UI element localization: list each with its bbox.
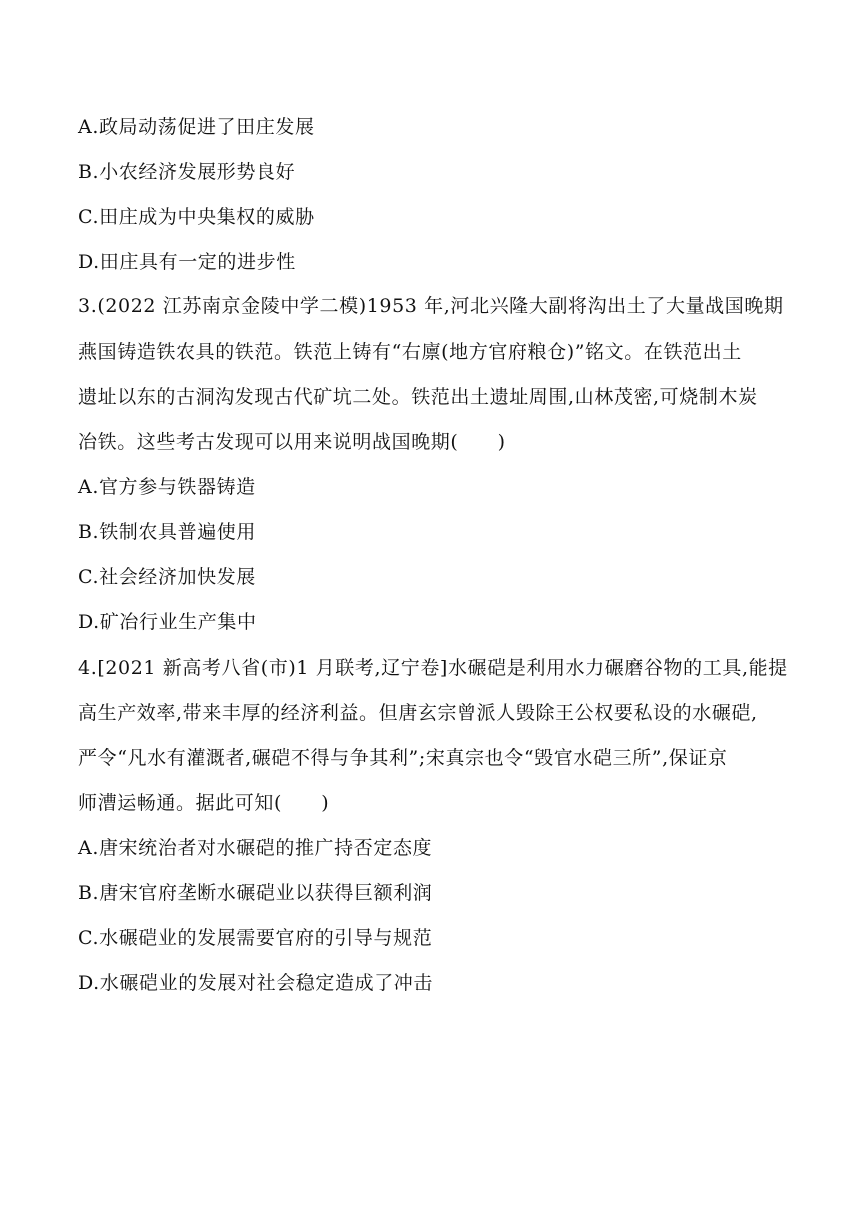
q4-stem-line-1: 4.[2021 新高考八省(市)1 月联考,辽宁卷]水碾硙是利用水力碾磨谷物的工具,能提	[78, 657, 788, 679]
q2-option-b: B.小农经济发展形势良好	[78, 161, 296, 183]
q2-option-d: D.田庄具有一定的进步性	[78, 251, 296, 273]
q3-stem-line-4: 冶铁。这些考古发现可以用来说明战国晚期( )	[78, 431, 506, 453]
q4-option-a: A.唐宋统治者对水碾硙的推广持否定态度	[78, 837, 433, 859]
q4-stem-line-4: 师漕运畅通。据此可知( )	[78, 792, 330, 814]
q4-stem-line-3: 严令“凡水有灌溉者,碾硙不得与争其利”;宋真宗也令“毁官水硙三所”,保证京	[78, 747, 728, 769]
q3-option-c: C.社会经济加快发展	[78, 566, 256, 588]
q4-stem-line-2: 高生产效率,带来丰厚的经济利益。但唐玄宗曾派人毁除王公权要私设的水碾硙,	[78, 702, 758, 724]
q4-option-c: C.水碾硙业的发展需要官府的引导与规范	[78, 927, 433, 949]
q3-option-d: D.矿冶行业生产集中	[78, 611, 257, 633]
q4-option-b: B.唐宋官府垄断水碾硙业以获得巨额利润	[78, 882, 433, 904]
q3-option-b: B.铁制农具普遍使用	[78, 521, 257, 543]
q2-option-c: C.田庄成为中央集权的威胁	[78, 206, 315, 228]
q3-stem-line-1: 3.(2022 江苏南京金陵中学二模)1953 年,河北兴隆大副将沟出土了大量战国晚期	[78, 295, 784, 317]
q3-stem-line-2: 燕国铸造铁农具的铁范。铁范上铸有“右廪(地方官府粮仓)”铭文。在铁范出土	[78, 341, 742, 363]
q3-stem-line-3: 遗址以东的古洞沟发现古代矿坑二处。铁范出土遗址周围,山林茂密,可烧制木炭	[78, 386, 758, 408]
q3-option-a: A.官方参与铁器铸造	[78, 476, 256, 498]
q4-option-d: D.水碾硙业的发展对社会稳定造成了冲击	[78, 972, 433, 994]
q2-option-a: A.政局动荡促进了田庄发展	[78, 116, 315, 138]
